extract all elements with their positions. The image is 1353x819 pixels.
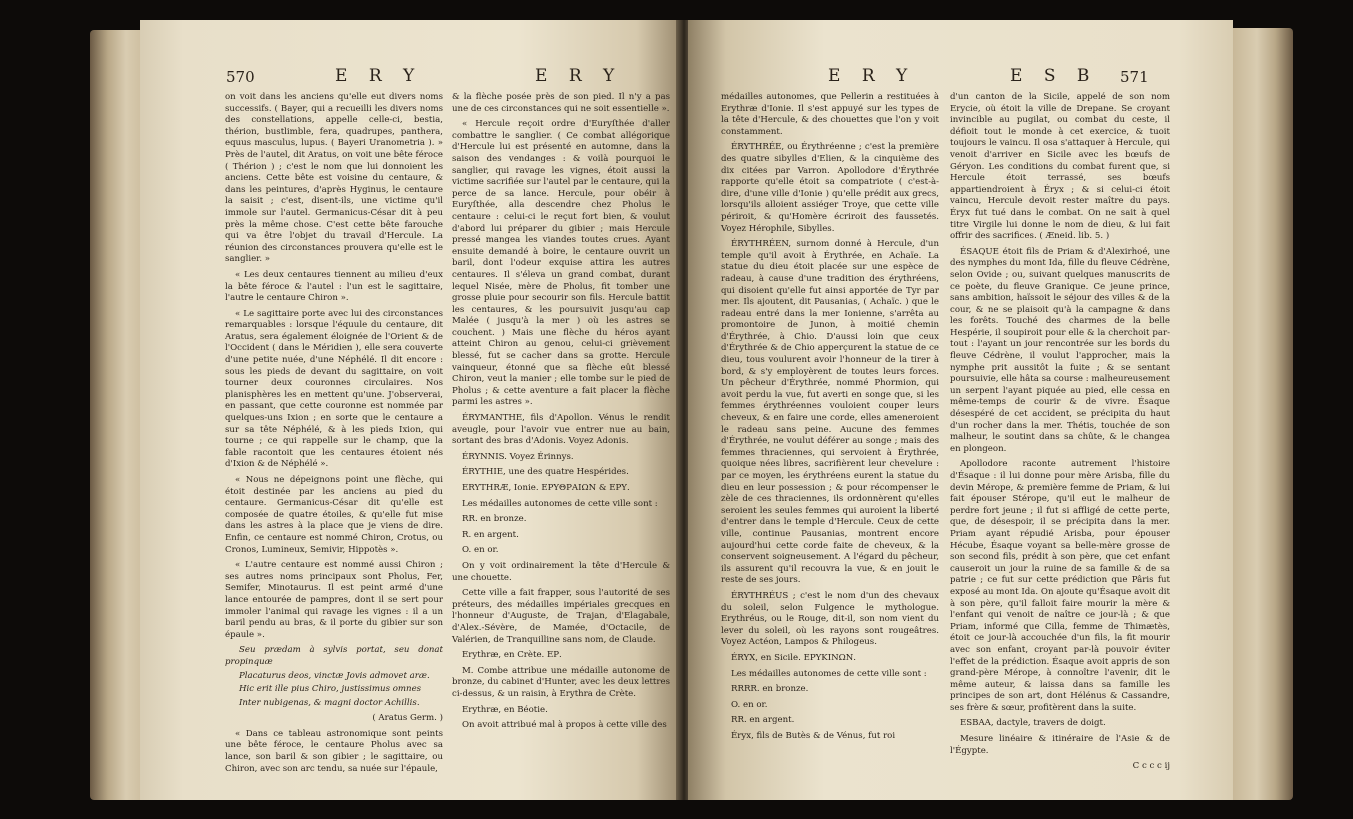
right-column-2: [950, 92, 1170, 777]
entry: ÉRYTHIE, une des quatre Hespérides.: [462, 467, 629, 478]
paragraph: on voit dans les anciens qu'elle eut divers noms successifs. ( Bayer, qui a recueilli les divers noms des constellations, appelle celle-ci, bestia, thérion, bustlimble, fera, quadrupes, panthera, equus masculus, lupus. ( Bayeri Uranometria ). » Près de l'autel, dit Aratus, on voit une bête féroce ( Thérion ) ; c'est le nom que lui donnoient les anciens. Cette bête est voisine du centaure, & dans les peintures, d'après Hyginus, le centaure la saisit ; c'est, disent-ils, une victime qu'il immole sur l'autel. Germanicus-César dit à peu près la même chose. C'est cette bête farouche qui va être l'objet du travail d'Hercule. La réunion des circonstances prouvera qu'elle est le sanglier. »: [225, 92, 443, 265]
list-item: O. en or.: [731, 699, 768, 710]
entry: ÉRYTHRÉUS ; c'est le nom d'un des chevaux du soleil, selon Fulgence le mythologue. Erythréus, ou le Rouge, dit-il, son nom vient du lever du soleil, où les rayons sont rougeâtres. Voyez Actéon, Lampos & Philogeus.: [721, 590, 939, 648]
list-item: RR. en argent.: [731, 715, 795, 726]
verse-line: Hic erit ille pius Chiro, justissimus omnes: [239, 684, 422, 695]
paragraph: Cette ville a fait frapper, sous l'autorité de ses préteurs, des médailles impériales grecques en l'honneur d'Auguste, de Trajan, d'Elagabale, d'Alex.-Sévère, de Mamée, d'Octacile, de Valérien, de Tranquilline sans nom, de Claude.: [452, 588, 670, 645]
paragraph: « Dans ce tableau astronomique sont peints une bête féroce, le centaure Pholus avec sa lance, son baril & son gibier ; le sagittaire, ou Chiron, avec son arc tendu, sa nuée sur l'épaule,: [225, 728, 443, 774]
paragraph: Les médailles autonomes de cette ville sont :: [731, 668, 927, 679]
list-item: R. en argent.: [462, 529, 519, 540]
entry: Éryx, fils de Butès & de Vénus, fut roi: [731, 730, 896, 741]
entry: Erythræ, en Béotie.: [462, 704, 548, 715]
right-page: [688, 20, 1233, 800]
entry: ÉRYTHRÉEN, surnom donné à Hercule, d'un temple qu'il avoit à Érythrée, en Achaïe. La statue du dieu étoit placée sur une espèce de radeau, à cause d'une tradition des érythréens, qui disoient qu'elle fut ainsi apportée de Tyr par mer. Ils ajoutent, dit Pausanias, ( Achaïc. ) que le radeau entré dans la mer Ionienne, s'arrêta au promontoire de Junon, à moitié chemin d'Érythrée, à Chio. D'aussi loin que ceux d'Érythrée & de Chio apperçurent la statue de ce dieu, tous voulurent avoir l'honneur de la tirer à bord, & s'y employèrent de toutes leurs forces. Un pêcheur d'Érythrée, nommé Phormion, qui avoit perdu la vue, fut averti en songe que, si les femmes érythréennes vouloient couper leurs cheveux, & en faire une corde, elles ameneroient le radeau sans peine. Aucune des femmes d'Érythrée, ne voulut déférer au songe ; mais des femmes thraciennes, qui servoient à Érythrée, quoique nées libres, sacrifièrent leur chevelure : par ce moyen, les érythréens eurent la statue du dieu en leur possession ; & pour récompenser le zèle de ces thraciennes, ils ordonnèrent qu'elles seroient les seules femmes qui auroient la liberté d'entrer dans le temple d'Hercule. Ceux de cette ville, continue Pausanias, montrent encore aujourd'hui cette corde faite de cheveux, & la conservent soigneusement. A l'égard du pêcheur, ils assurent qu'il recouvra la vue, & en jouit le reste de ses jours.: [721, 239, 939, 586]
paragraph: On y voit ordinairement la tête d'Hercule & une chouette.: [452, 560, 670, 583]
verse-line: Seu prædam à sylvis portat, seu donat propinquæ: [225, 645, 443, 667]
signature-mark: C c c c ij: [1132, 761, 1170, 772]
entry: ÉRYNNIS. Voyez Érinnys.: [462, 451, 574, 462]
entry: ÉRYMANTHE, fils d'Apollon. Vénus le rendit aveugle, pour l'avoir vue entrer nue au bain, sortant des bras d'Adonis. Voyez Adonis.: [452, 413, 670, 447]
paragraph: M. Combe attribue une médaille autonome de bronze, du cabinet d'Hunter, avec les deux lettres ci-dessus, & un raisin, à Erythra de Crète.: [452, 665, 670, 699]
paragraph: Apollodore raconte autrement l'histoire d'Ésaque : il lui donne pour mère Arisba, fille du devin Mérope, & première femme de Priam, & lui fait épouser Stérope, qu'il eut le malheur de perdre fort jeune ; il fut si affligé de cette perte, que, de désespoir, il se précipita dans la mer. Priam ayant répudié Arisba, pour épouser Hécube, Ésaque voyant sa belle-mère grosse de son second fils, prédit à son père, que cet enfant causeroit un jour la ruine de sa famille & de sa patrie ; ce fut sur cette prédiction que Pâris fut exposé au mont Ida. On ajoute qu'Ésaque avoit dit à son père, qu'il falloit faire mourir la mère & l'enfant qui venoit de naître ce jour-là ; & que Priam, informé que Cilla, femme de Thimætès, étoit ce jour-là accouchée d'un fils, la fit mourir avec son enfant, croyant par-là pouvoir éviter l'effet de la prédiction. Ésaque avoit appris de son grand-père Mérope, à connoître l'avenir, dit le même auteur, & laissa dans sa famille les principes de son art, dont Hélénus & Cassandre, ses frère & sœur, profitèrent dans la suite.: [950, 459, 1170, 713]
right-header-col2: E S B: [1010, 66, 1098, 86]
entry: ÉSAQUE étoit fils de Priam & d'Alexirhoé, une des nymphes du mont Ida, fille du fleuve Cédrène, selon Ovide ; ou, suivant quelques manuscrits de ce poète, du fleuve Granique. Ce jeune prince, sans ambition, haïssoit le séjour des villes & de la cour, & ne se plaisoit qu'à la campagne & dans les forêts. Touché des charmes de la belle Hespérie, il soupiroit pour elle & la cherchoit par-tout : l'ayant un jour rencontrée sur les bords du fleuve Cédrène, il voulut l'approcher, mais la nymphe prit aussitôt la fuite ; & se sentant poursuivie, elle hâta sa course : malheureusement un serpent l'ayant piquée au pied, elle cessa en même-temps de courir & de vivre. Ésaque désespéré de cet accident, se précipita du haut d'un rocher dans la mer. Thétis, touchée de son malheur, le soutint dans sa chûte, & le changea en plongeon.: [950, 246, 1170, 454]
entry: ERYTHRÆ, Ionie. ΕΡΥΘΡΑΙΩΝ & ΕΡΥ.: [462, 483, 630, 493]
paragraph: d'un canton de la Sicile, appelé de son nom Erycie, où étoit la ville de Drepane. Se croyant invincible au pugilat, ou combat du ceste, il défioit tout le monde à cet exercice, & tuoit toujours le vaincu. Il osa s'attaquer à Hercule, qui venoit d'arriver en Sicile avec les bœufs de Géryon. Les conditions du combat furent que, si Hercule étoit terrassé, ses bœufs appartiendroient à Éryx ; & si celui-ci étoit vaincu, Hercule devoit rester maître du pays. Éryx fut tué dans le combat. On ne sait à quel titre Virgile lui donne le nom de dieu, & lui fait offrir des sacrifices. ( Æneid. lib. 5. ): [950, 92, 1170, 242]
entry: ÉRYX, en Sicile. ΕΡΥΚΙΝΩΝ.: [731, 652, 857, 663]
list-item: RR. en bronze.: [462, 514, 527, 525]
paragraph: Les médailles autonomes de cette ville sont :: [462, 498, 658, 509]
paragraph: « L'autre centaure est nommé aussi Chiron ; ses autres noms principaux sont Pholus, Fer, Semifer, Minotaurus. Il est peint armé d'une lance entourée de pampres, dont il se sert pour immoler l'animal qui ravage les vignes : il a un baril pendu au bras, & il porte du gibier sur son épaule ».: [225, 560, 443, 640]
list-item: O. en or.: [462, 545, 499, 556]
left-page: [140, 20, 680, 800]
right-page-edges: [1233, 28, 1293, 800]
right-page-number: 571: [1120, 68, 1149, 86]
verse-line: Placaturus deos, vinctæ Jovis admovet aræ.: [239, 670, 430, 681]
paragraph: médailles autonomes, que Pellerin a restituées à Erythræ d'Ionie. Il s'est appuyé sur les types de la tête d'Hercule, & des chouettes que l'on y voit constamment.: [721, 92, 939, 137]
left-column-1: [225, 92, 443, 779]
paragraph: « Le sagittaire porte avec lui des circonstances remarquables : lorsque l'équule du centaure, dit Aratus, sera également éloignée de l'Orient & de l'Occident ( dans le Méridien ), elle sera couverte d'une petite nuée, d'une Néphélé. Il dit encore : sous les pieds de devant du sagittaire, on voit tourner deux couronnes circulaires. Nos planisphères les en mettent qu'une. J'observerai, en passant, que cette couronne est nommée par quelques-uns Ixion ; en sorte que le centaure a sur sa tête Néphélé, & à les pieds Ixion, qui tourne ; ce qui rappelle sur le champ, que la fable racontoit que les centaures étoient nés d'Ixion & de Néphélé ».: [225, 308, 443, 470]
left-page-number: 570: [226, 68, 255, 86]
list-item: RRRR. en bronze.: [731, 684, 809, 695]
paragraph: « Nous ne dépeignons point une flèche, qui étoit destinée par les anciens au pied du centaure. Germanicus-César dit qu'elle est composée de quatre étoiles, & qu'elle fut mise dans les astres à la place que je viens de dire. Enfin, ce centaure est nommé Chiron, Crotus, ou Cronos, Lumineux, Semivir, Hippotès ».: [225, 475, 443, 555]
paragraph: « Hercule reçoit ordre d'Euryſthée d'aller combattre le sanglier. ( Ce combat allégorique d'Hercule lui est présenté en automne, dans la saison des vendanges : & voilà pourquoi le sanglier, qui ravage les vignes, étoit aussi la victime sacrifiée sur l'autel par le centaure, qui la perce de sa lance. Hercule, pour obéir à Euryſthée, alla descendre chez Pholus le centaure : celui-ci le reçut fort bien, & voulut d'abord lui préparer du gibier ; mais Hercule pressé mangea les viandes toutes crues. Ayant ensuite demandé à boire, le centaure ouvrit un baril, dont l'odeur exquise attira les autres centaures. Il s'éleva un grand combat, durant lequel Nisée, mère de Pholus, fit tomber une grosse pluie pour secourir son fils. Hercule battit les centaures, & les poursuivit jusqu'au cap Malée ( jusqu'à la mer ) où les astres se couchent. ) Mais une flèche du héros ayant atteint Chiron au genou, celui-ci grièvement blessé, fut se cacher dans sa grotte. Hercule vainqueur, étonné que sa flèche eût blessé Chiron, veut la manier ; elle tombe sur le pied de Pholus ; & cette aventure a fait placer la flèche parmi les astres ».: [452, 119, 670, 408]
right-header-col1: E R Y: [828, 66, 916, 86]
paragraph: & la flèche posée près de son pied. Il n'y a pas une de ces circonstances qui ne soit essentielle ».: [452, 92, 670, 114]
entry: ESBAA, dactyle, travers de doigt.: [960, 718, 1106, 729]
paragraph: « Les deux centaures tiennent au milieu d'eux la bête féroce & l'autel : l'un est le sagittaire, l'autre le centaure Chiron ».: [225, 269, 443, 304]
left-column-2: [452, 92, 670, 736]
paragraph: On avoit attribué mal à propos à cette ville des: [462, 720, 667, 731]
paragraph: Mesure linéaire & itinéraire de l'Asie & de l'Égypte.: [950, 734, 1170, 756]
verse-line: Inter nubigenas, & magni doctor Achillis.: [239, 697, 420, 708]
right-column-1: [721, 92, 939, 746]
entry: ÉRYTHRÉE, ou Érythréenne ; c'est la première des quatre sibylles d'Elien, & la cinquième des dix citées par Varron. Apollodore d'Érythrée rapporte qu'elle étoit sa compatriote ( c'est-à-dire, d'une ville d'Ionie ) qu'elle prédit aux grecs, lorsqu'ils alloient assiéger Troye, que cette ville périroit, & qu'Homère écriroit des faussetés. Voyez Hérophile, Sibylles.: [721, 142, 939, 234]
entry: Erythræ, en Crète. ΕΡ.: [462, 650, 562, 661]
verse-source: ( Aratus Germ. ): [372, 713, 443, 724]
left-header-col2: E R Y: [535, 66, 623, 86]
left-header-col1: E R Y: [335, 66, 423, 86]
